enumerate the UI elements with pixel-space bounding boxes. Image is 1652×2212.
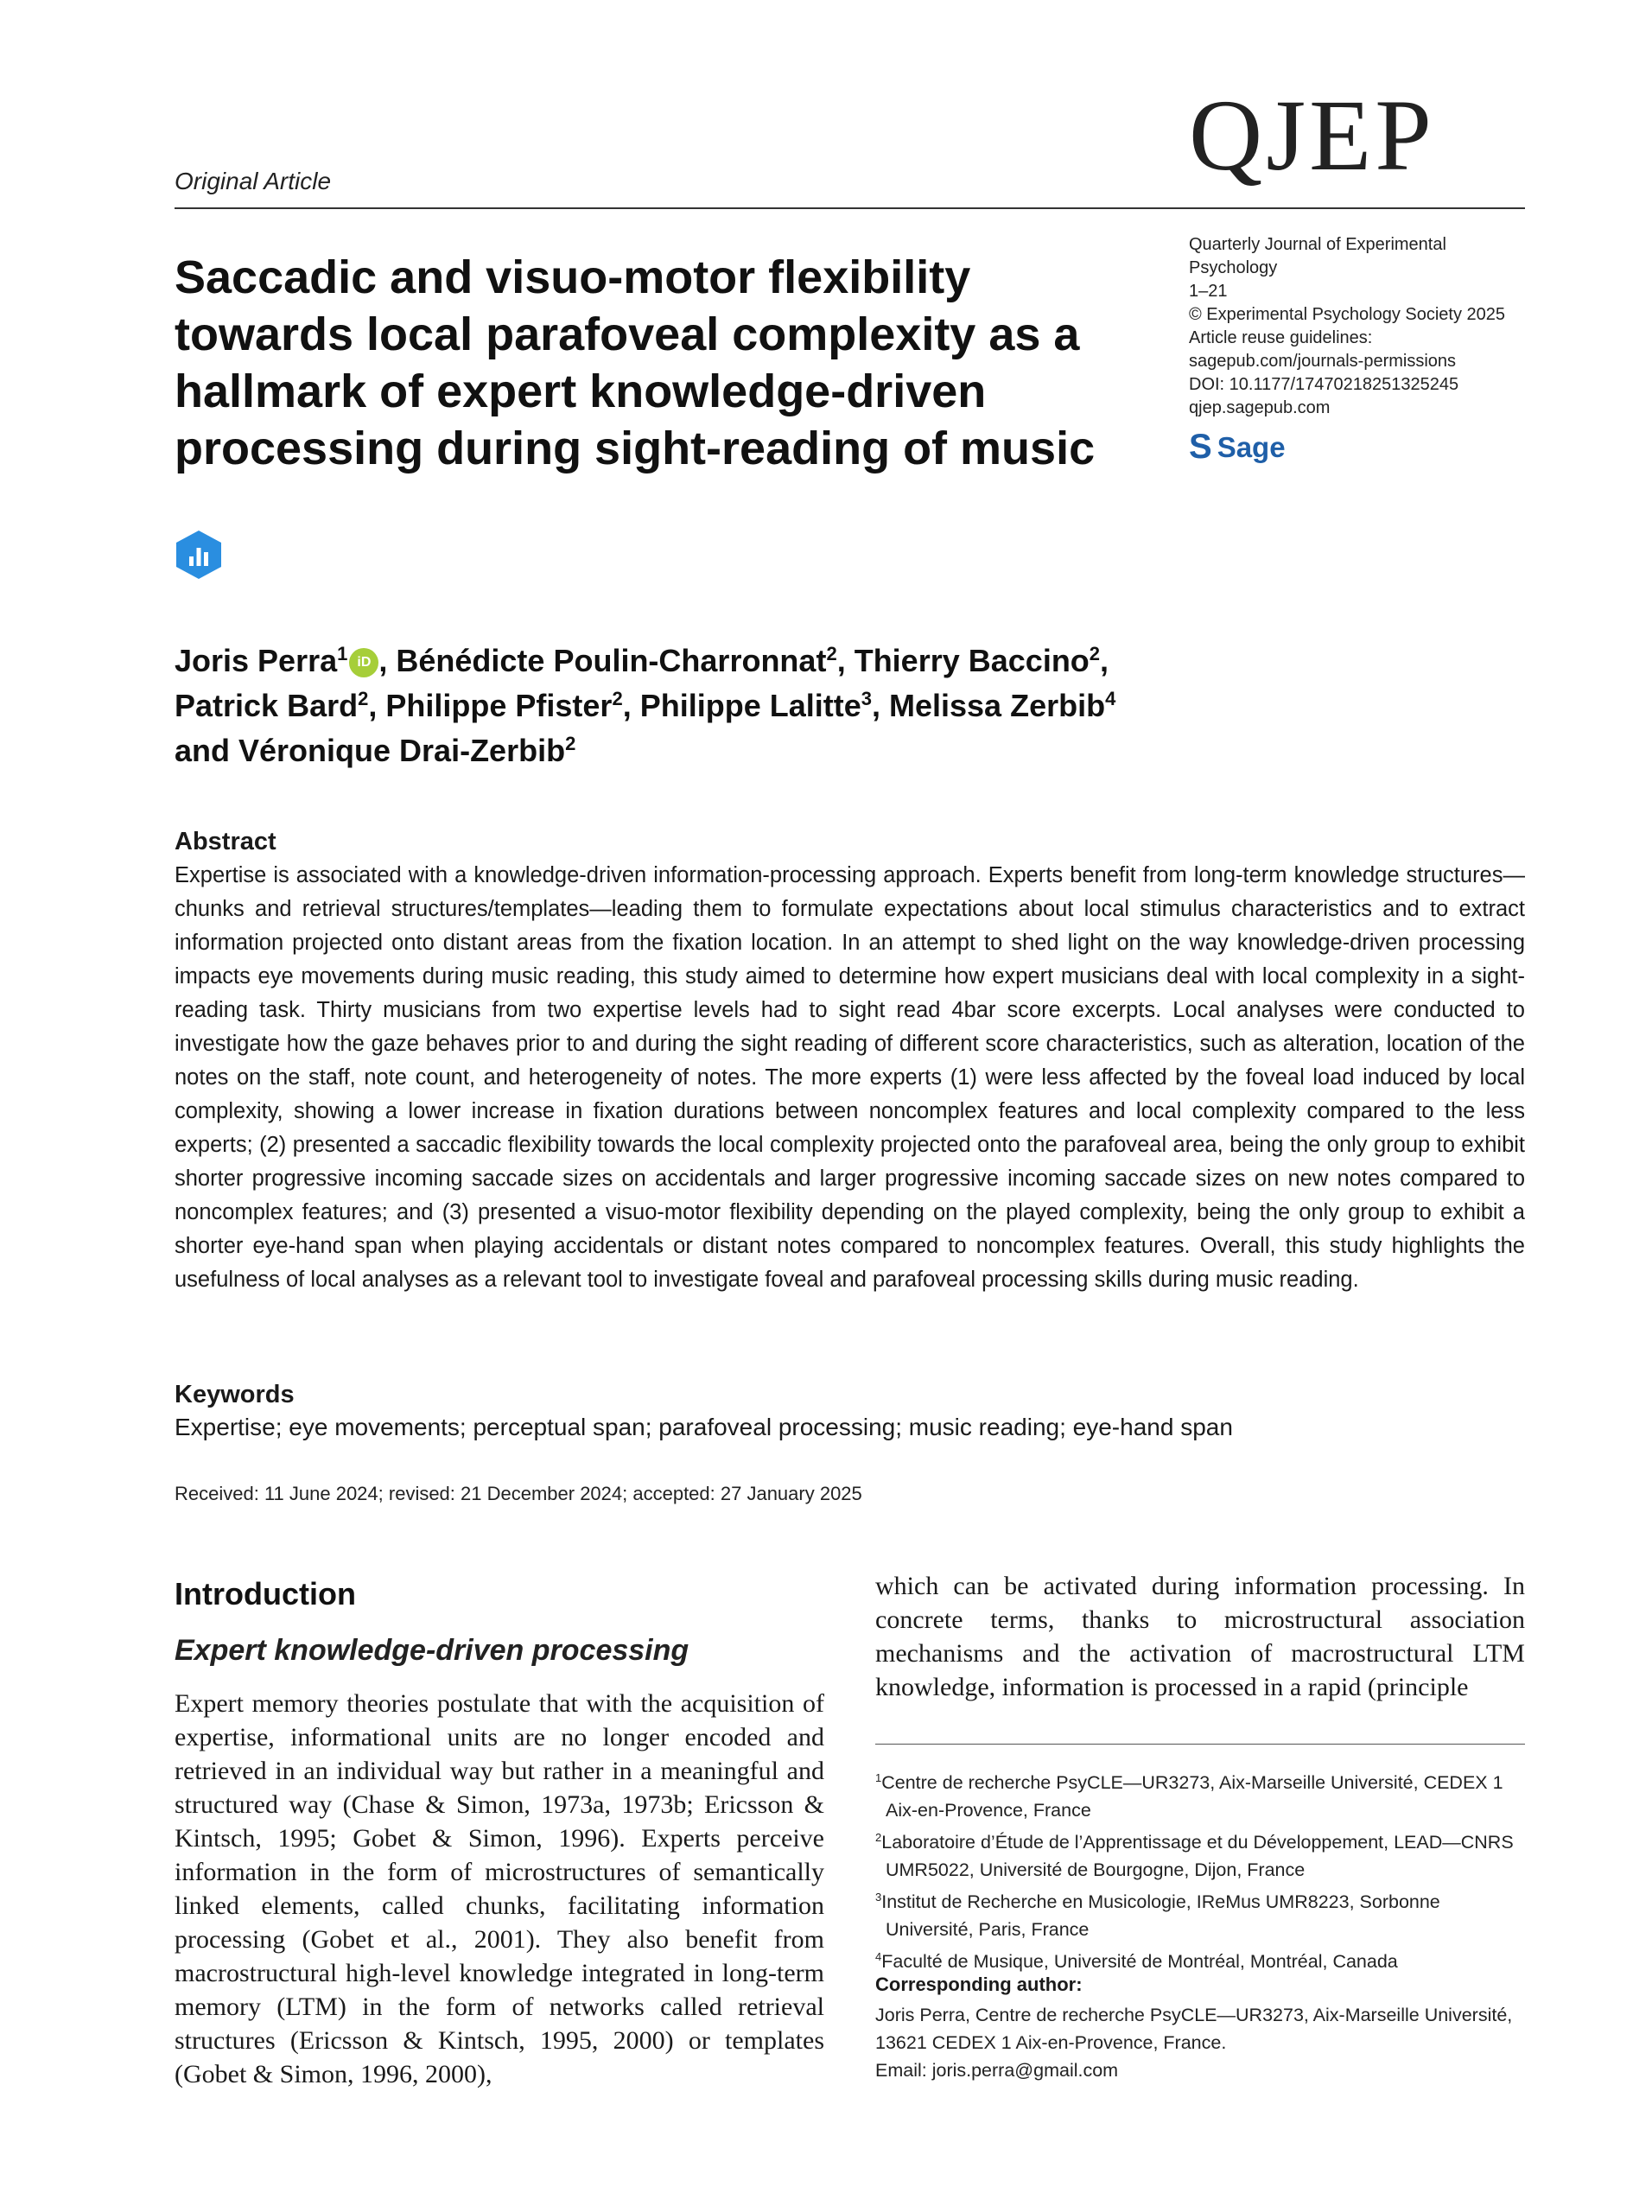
affiliation-item: $^2$Laboratoire d’Étude de l’Apprentissage et du Développement, LEAD—CNRS UMR5022, Université de Bourgogne, Dijon, France [875,1831,1514,1881]
author-affiliation-mark: 2 [358,688,369,709]
affiliations-list [875,1764,1532,1976]
article-type-label: Original Article [175,168,332,194]
abstract-heading: Abstract [175,828,276,855]
footnote-divider [875,1744,1525,1745]
corresponding-author-details [875,2001,1532,2084]
publication-dates: Received: 11 June 2024; revised: 21 December 2024; accepted: 27 January 2025 [175,1483,862,1504]
article-title: Saccadic and visuo-motor flexibility towards local parafoveal complexity as a hallmark of expert knowledge-driven processing during sight-reading of music [175,251,1096,474]
affiliation-item: $^3$Institut de Recherche en Musicologie, IReMus UMR8223, Sorbonne Université, Paris, France [875,1891,1440,1941]
author-affiliation-mark: 2 [565,733,576,754]
author-affiliation-mark: 2 [826,643,837,664]
journal-meta-line[interactable]: sagepub.com/journals-permissions [1189,352,1457,371]
author-name: Véronique Drai-Zerbib [238,733,566,768]
author-name: Philippe Lalitte [639,688,861,723]
body-text-left-column: Expert memory theories postulate that with the acquisition of expertise, informational units are no longer encoded and retrieved in an individual way but rather in a meaningful and structured way (Chase & Simon, 1973a, 1973b; Ericsson & Kintsch, 1995; Gobet & Simon, 1996). Experts perceive information in the form of microstructures of semantically linked elements, called chunks, facilitating information processing (Gobet et al., 2001). They also benefit from macrostructural high-level knowledge integrated in long-term memory (LTM) in the form of networks called retrieval structures (Ericsson & Kintsch, 1995, 2000) or templates (Gobet & Simon, 1996, 2000), [175,1689,824,2088]
body-text-right-column: which can be activated during information processing. In concrete terms, thanks to microstructural association mechanisms and the activation of macrostructural LTM knowledge, information is processed in a rapid (principle [875,1572,1525,1701]
journal-meta-line: Quarterly Journal of Experimental [1189,235,1446,254]
author-name: Thierry Baccino [854,643,1090,678]
corresponding-author-heading: Corresponding author: [875,1974,1083,1995]
journal-meta-line: © Experimental Psychology Society 2025 [1189,305,1506,324]
journal-meta-line[interactable]: DOI: 10.1177/17470218251325245 [1189,375,1459,394]
author-name: Patrick Bard [175,688,359,723]
journal-meta-line: 1–21 [1189,282,1228,301]
open-data-badge-icon[interactable] [175,529,223,581]
author-affiliation-mark: 1 [337,643,348,664]
journal-meta-line: Article reuse guidelines: [1189,328,1373,347]
orcid-icon[interactable]: iD [349,648,378,677]
corresponding-author-address: Joris Perra, Centre de recherche PsyCLE—UR3273, Aix-Marseille Université, 13621 CEDEX 1 Aix-en-Provence, France. [875,2005,1513,2053]
section-subheading: Expert knowledge-driven processing [175,1634,689,1667]
author-affiliation-mark: 4 [1105,688,1116,709]
author-name: Melissa Zerbib [889,688,1106,723]
author-name: Philippe Pfister [385,688,613,723]
publisher-logo-text: Sage [1217,430,1286,463]
author-affiliation-mark: 3 [861,688,872,709]
author-name: Joris Perra [175,643,338,678]
author-affiliation-mark: 2 [612,688,623,709]
author-name: Bénédicte Poulin-Charronnat [396,643,827,678]
author-affiliation-mark: 2 [1089,643,1101,664]
journal-meta-line: Psychology [1189,258,1278,277]
keywords-text: Expertise; eye movements; perceptual span; parafoveal processing; music reading; eye-hand span [175,1414,1233,1440]
header-divider [175,207,1525,209]
journal-meta-line[interactable]: qjep.sagepub.com [1189,398,1331,417]
introduction-heading: Introduction [175,1576,356,1611]
abstract-text: Expertise is associated with a knowledge-driven information-processing approach. Experts benefit from long-term knowledge structures—chunks and retrieval structures/templates—leading them to formulate expectations about local stimulus characteristics and to extract information projected onto distant areas from the fixation location. In an attempt to shed light on the way knowledge-driven processing impacts eye movements during music reading, this study aimed to determine how expert musicians deal with local complexity in a sight-reading task. Thirty musicians from two expertise levels had to sight read 4bar score excerpts. Local analyses were conducted to investigate how the gaze behaves prior to and during the sight reading of different score characteristics, such as alteration, location of the notes on the staff, note count, and heterogeneity of notes. The more experts (1) were less affected by the foveal load induced by local complexity, showing a lower increase in fixation durations between noncomplex features and local complexity compared to the less experts; (2) presented a saccadic flexibility towards the local complexity projected onto the parafoveal area, being the only group to exhibit shorter progressive incoming saccade sizes on accidentals and larger progressive incoming saccade sizes on new notes compared to noncomplex features; and (3) presented a visuo-motor flexibility depending on the played complexity, being the only group to exhibit a shorter eye-hand span when playing accidentals or distant notes compared to noncomplex features. Overall, this study highlights the usefulness of local analyses as a relevant tool to investigate foveal and parafoveal processing skills during music reading. [175,863,1525,1292]
affiliation-item: $^1$Centre de recherche PsyCLE—UR3273, Aix-Marseille Université, CEDEX 1 Aix-en-Provence, France [875,1771,1503,1821]
corresponding-author-email[interactable]: Email: joris.perra@gmail.com [875,2060,1119,2081]
publisher-logo [1189,429,1286,464]
affiliation-item: $^4$Faculté de Musique, Université de Montréal, Montréal, Canada [875,1950,1398,1973]
keywords-heading: Keywords [175,1381,295,1408]
author-list: Joris Perra$^1$ iD , Bénédicte Poulin-Charronnat$^2$, Thierry Baccino$^2$, Patrick Bard$^2$, Philippe Pfister$^2$, Philippe Lalitte$^3$, Melissa Zerbib$^4$ and Véronique Drai-Zerbib$^2$ [175,643,1116,768]
sage-s-icon: S [1189,428,1212,466]
journal-meta [1189,233,1534,420]
journal-logo: QJEP [1189,79,1435,192]
